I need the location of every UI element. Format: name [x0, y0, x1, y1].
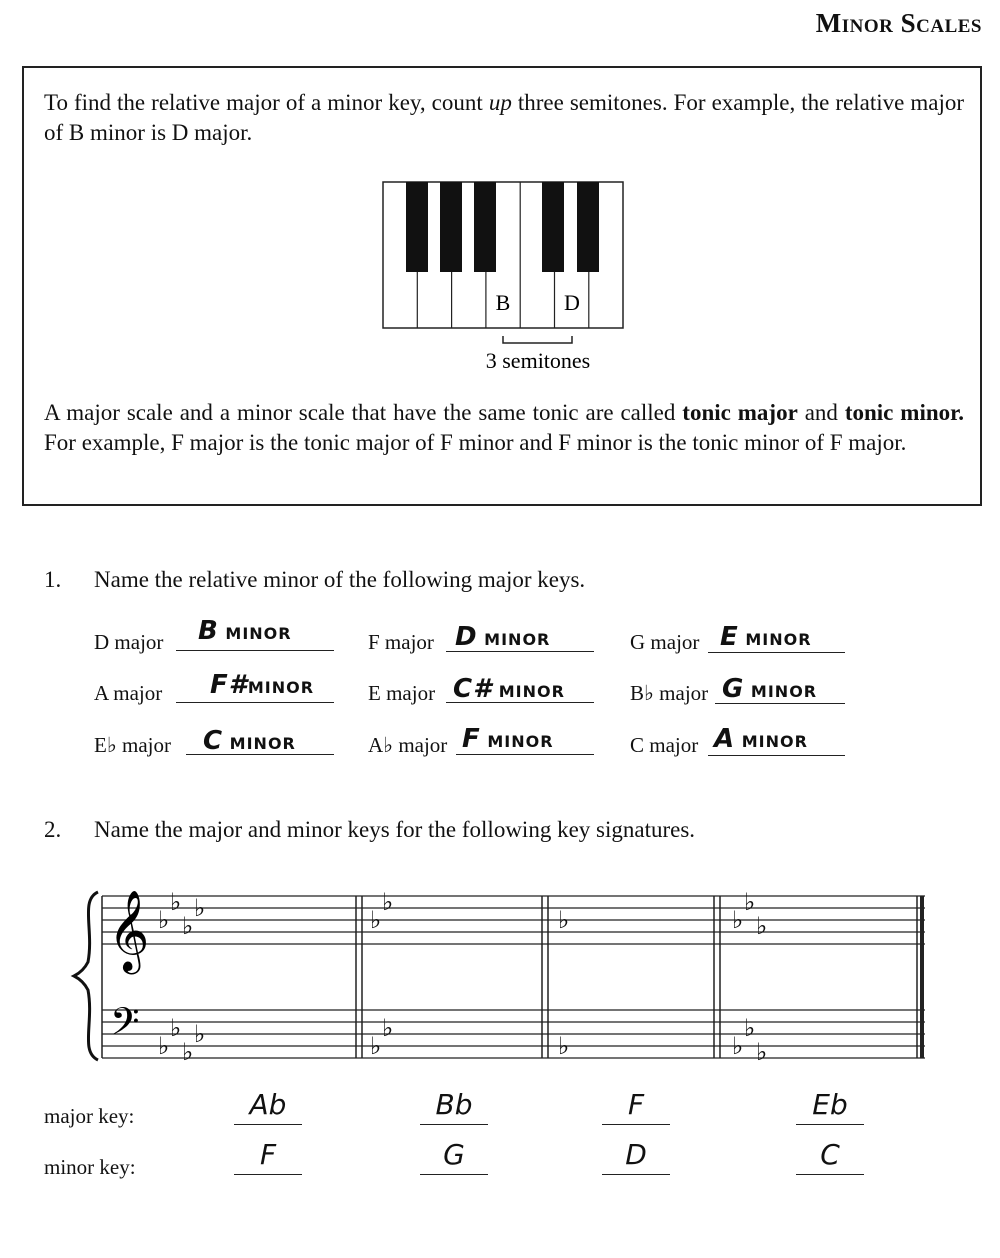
grand-staff: [70, 870, 940, 1070]
semitone-bracket: [503, 336, 572, 343]
major-key-label: major key:: [44, 1104, 135, 1128]
q1-answer-g-major: E MINOR: [720, 622, 812, 652]
flat-sign: ♭: [158, 1032, 170, 1060]
info-paragraph-1: To find the relative major of a minor key, count up three semitones. For example, the relative major of B minor is D major.: [44, 90, 964, 145]
major-key-answer-4[interactable]: Eb: [796, 1088, 864, 1125]
q1-label-f-major: F major: [368, 630, 434, 654]
flat-sign: ♭: [744, 888, 756, 916]
flat-sign: ♭: [744, 1014, 756, 1042]
black-key: [474, 182, 496, 272]
q1-answer-eb-major: C MINOR: [203, 726, 296, 756]
q1-answer-a-major: F#MINOR: [210, 670, 315, 700]
minor-key-answer-3[interactable]: D: [602, 1138, 670, 1175]
flat-sign: ♭: [170, 1014, 182, 1042]
page-title: Minor Scales: [815, 8, 982, 38]
flat-sign: ♭: [158, 906, 170, 934]
q1-label-a-major: A major: [94, 681, 163, 705]
q1-label-bb-major: B♭ major: [630, 681, 709, 705]
flat-sign: ♭: [558, 1032, 570, 1060]
q1-label-d-major: D major: [94, 630, 164, 654]
brace: [74, 892, 98, 1060]
q1-answer-bb-major: G MINOR: [722, 674, 818, 704]
black-key: [440, 182, 462, 272]
flat-sign: ♭: [182, 912, 194, 940]
major-key-answer-1[interactable]: Ab: [234, 1088, 302, 1125]
q1-label-eb-major: E♭ major: [94, 733, 171, 757]
minor-key-answer-4[interactable]: C: [796, 1138, 864, 1175]
q1-answer-e-major: C# MINOR: [453, 674, 565, 704]
major-key-answer-2[interactable]: Bb: [420, 1088, 488, 1125]
flat-sign: ♭: [558, 906, 570, 934]
flat-sign: ♭: [732, 906, 744, 934]
flat-sign: ♭: [194, 1020, 206, 1048]
minor-key-answer-1[interactable]: F: [234, 1138, 302, 1175]
black-key: [542, 182, 564, 272]
q1-answer-ab-major: F MINOR: [462, 724, 554, 754]
flat-sign: ♭: [370, 906, 382, 934]
flat-sign: ♭: [370, 1032, 382, 1060]
flat-sign: ♭: [194, 894, 206, 922]
key-label-b: B: [495, 290, 511, 315]
minor-key-answer-2[interactable]: G: [420, 1138, 488, 1175]
piano-keyboard-diagram: [380, 180, 630, 380]
q2-number: 2.: [44, 817, 62, 842]
q1-label-ab-major: A♭ major: [368, 733, 448, 757]
flat-sign: ♭: [732, 1032, 744, 1060]
q2-prompt: Name the major and minor keys for the following key signatures.: [94, 817, 696, 842]
flat-sign: ♭: [756, 912, 768, 940]
minor-key-label: minor key:: [44, 1155, 136, 1179]
black-key: [577, 182, 599, 272]
flat-sign: ♭: [382, 888, 394, 916]
treble-clef: 𝄞: [108, 889, 150, 971]
q1-answer-c-major: A MINOR: [714, 724, 808, 754]
q1-number: 1.: [44, 567, 62, 592]
q1-label-e-major: E major: [368, 681, 436, 705]
q1-label-c-major: C major: [630, 733, 699, 757]
key-label-d: D: [564, 290, 580, 315]
q1-prompt: Name the relative minor of the following major keys.: [94, 567, 586, 592]
treble-staff: [102, 896, 925, 944]
q1-answer-f-major: D MINOR: [455, 622, 551, 652]
flat-sign: ♭: [382, 1014, 394, 1042]
q1-label-g-major: G major: [630, 630, 700, 654]
flat-sign: ♭: [170, 888, 182, 916]
bass-clef: 𝄢: [110, 999, 140, 1053]
flat-sign: ♭: [182, 1038, 194, 1066]
flat-sign: ♭: [756, 1038, 768, 1066]
major-key-answer-3[interactable]: F: [602, 1088, 670, 1125]
q1-answer-d-major: B MINOR: [198, 616, 292, 646]
info-paragraph-2: A major scale and a minor scale that have the same tonic are called tonic major and tonic minor. For example, F major is the tonic major of F minor and F minor is the tonic minor of F major.: [44, 400, 964, 455]
black-key: [406, 182, 428, 272]
bass-staff: [102, 1010, 925, 1058]
semitones-caption: 3 semitones: [485, 348, 591, 373]
